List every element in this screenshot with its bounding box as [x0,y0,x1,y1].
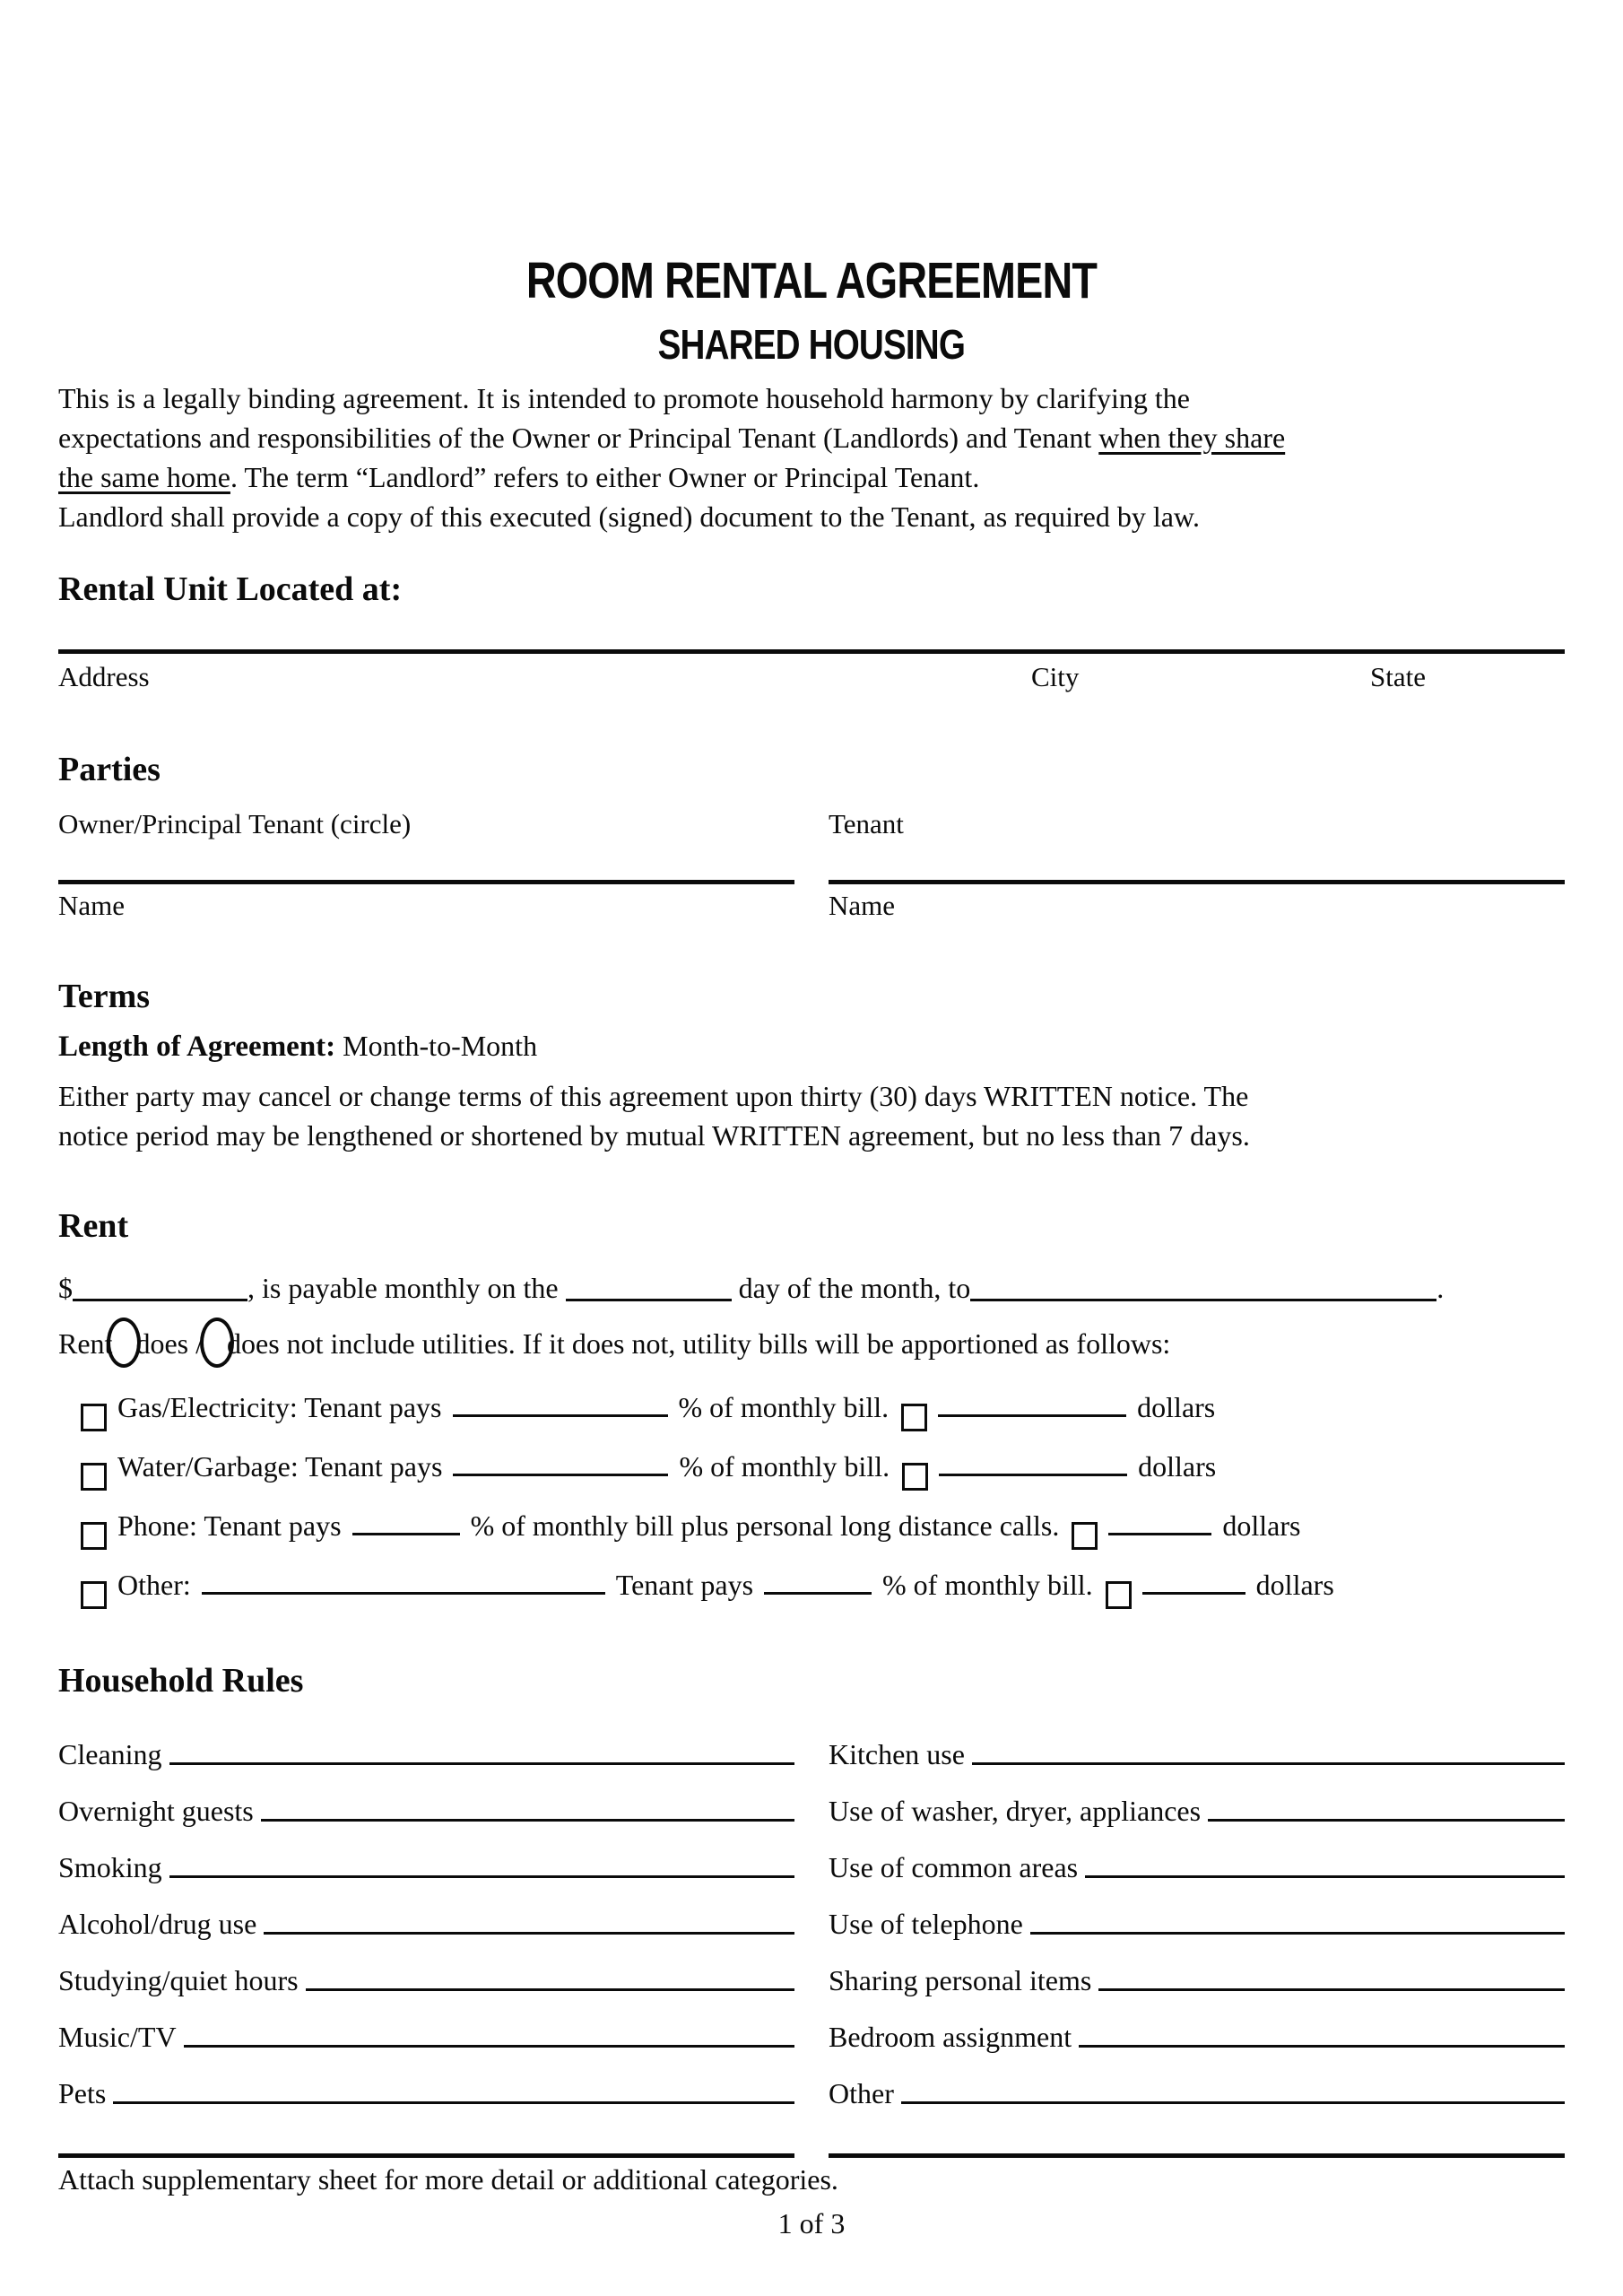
gas-dollars-checkbox[interactable] [901,1404,927,1431]
other-dollars-label: dollars [1255,1569,1334,1601]
owner-name-label: Name [58,890,126,921]
length-of-agreement-line [58,1030,1565,1064]
bedroom-assignment-label: Bedroom assignment [829,2021,1072,2053]
gas-dollars-blank[interactable] [938,1410,1126,1417]
attach-note: Attach supplementary sheet for more detail or additional categories. [58,2163,838,2196]
water-garbage-row [58,1450,1565,1509]
tenant-label: Tenant [829,808,904,839]
household-rules-heading: Household Rules [58,1662,304,1700]
studying-quiet-hours-blank[interactable] [306,1988,794,1991]
rent-payee-blank[interactable] [970,1294,1436,1301]
phone-checkbox[interactable] [81,1522,107,1550]
telephone-use-label: Use of telephone [829,1908,1023,1940]
dollar-sign: $ [58,1272,73,1304]
owner-principal-tenant-label: Owner/Principal Tenant (circle) [58,808,412,839]
household-row [58,1739,1565,1770]
other-tenant-pays-text: Tenant pays [615,1569,754,1601]
rent-amount-blank[interactable] [73,1294,247,1301]
other-percent-blank[interactable] [764,1587,872,1595]
rent-payable-text: , is payable monthly on the [247,1272,559,1304]
gas-dollars-label: dollars [1137,1391,1216,1423]
terms-body [58,1076,1565,1155]
cleaning-label: Cleaning [58,1738,162,1770]
water-dollars-blank[interactable] [939,1469,1127,1476]
rent-day-text: day of the month, to [738,1272,971,1304]
household-row [58,1852,1565,1883]
water-dollars-checkbox[interactable] [902,1463,928,1491]
smoking-label: Smoking [58,1851,162,1883]
city-label: City [1031,661,1080,692]
extra-category-left-blank[interactable] [58,2153,794,2158]
page-number: 1 of 3 [777,2207,846,2239]
other-utility-checkbox[interactable] [81,1581,107,1609]
pets-blank[interactable] [113,2101,794,2104]
intro-underlined-phrase-start: when they share [1098,422,1286,454]
other-dollars-blank[interactable] [1142,1587,1245,1595]
address-label: Address [58,661,150,692]
phone-label: Phone: Tenant pays [117,1509,342,1542]
length-of-agreement-value: Month-to-Month [343,1030,538,1062]
doc-title: ROOM RENTAL AGREEMENT [525,252,1098,309]
owner-name-fill-line[interactable] [58,880,794,884]
water-percent-blank[interactable] [453,1469,668,1476]
bedroom-assignment-blank[interactable] [1079,2045,1565,2048]
option-slash: / [195,1327,204,1360]
water-after-text: % of monthly bill. [679,1450,890,1483]
cleaning-blank[interactable] [169,1762,794,1765]
sharing-personal-items-label: Sharing personal items [829,1964,1092,1996]
terms-heading: Terms [58,978,151,1015]
does-not-option-label: does not [226,1327,324,1360]
music-tv-blank[interactable] [184,2045,794,2048]
terms-body-line1: Either party may cancel or change terms of this agreement upon thirty (30) days WRITTEN notice. The [58,1080,1249,1112]
phone-row [58,1509,1565,1569]
overnight-guests-label: Overnight guests [58,1795,254,1827]
intro-line2: expectations and responsibilities of the Owner or Principal Tenant (Landlords) and Tenant [58,422,1099,454]
overnight-guests-blank[interactable] [261,1819,794,1822]
other-after-text: % of monthly bill. [882,1569,1093,1601]
telephone-use-blank[interactable] [1030,1932,1565,1935]
kitchen-use-blank[interactable] [972,1762,1565,1765]
other-utility-row [58,1569,1565,1628]
other-dollars-checkbox[interactable] [1106,1581,1132,1609]
terms-body-line2: notice period may be lengthened or shortened by mutual WRITTEN agreement, but no less than 7 days. [58,1119,1250,1152]
rent-line-period: . [1436,1272,1445,1304]
studying-quiet-hours-label: Studying/quiet hours [58,1964,299,1996]
household-row [58,2022,1565,2052]
rental-unit-heading: Rental Unit Located at: [58,570,403,608]
other-utility-label: Other: [117,1569,191,1601]
rent-heading: Rent [58,1207,129,1245]
utility-rows [58,1391,1565,1628]
rent-prefix: Rent [58,1327,113,1360]
household-row [58,1796,1565,1826]
parties-name-lines [58,880,1565,922]
doc-subtitle: SHARED HOUSING [657,321,966,368]
does-option-label: does [135,1327,189,1360]
tenant-name-label: Name [829,890,896,921]
intro-paragraph [58,378,1565,536]
gas-percent-blank[interactable] [453,1410,668,1417]
rent-amount-line [58,1272,1565,1305]
length-of-agreement-label: Length of Agreement: [58,1031,336,1063]
household-row [58,1965,1565,1996]
utilities-apportioned-text: include utilities. If it does not, utility bills will be apportioned as follows: [330,1327,1171,1360]
gas-after-text: % of monthly bill. [678,1391,890,1423]
intro-line4: Landlord shall provide a copy of this executed (signed) document to the Tenant, as required by law. [58,500,1200,533]
household-row [58,1909,1565,1939]
pets-label: Pets [58,2077,107,2109]
rent-utilities-line [58,1318,1565,1368]
intro-underlined-phrase-end: the same home [58,461,230,493]
washer-dryer-label: Use of washer, dryer, appliances [829,1795,1202,1827]
music-tv-label: Music/TV [58,2021,177,2053]
water-dollars-label: dollars [1138,1450,1217,1483]
other-utility-name-blank[interactable] [202,1587,605,1595]
other-rule-blank[interactable] [901,2101,1565,2104]
parties-heading: Parties [58,751,161,788]
water-garbage-checkbox[interactable] [81,1463,107,1491]
phone-dollars-checkbox[interactable] [1072,1522,1098,1550]
common-areas-label: Use of common areas [829,1851,1079,1883]
address-labels-row [58,661,1565,697]
parties-labels-row [58,808,1565,840]
phone-percent-blank[interactable] [352,1528,460,1535]
state-label: State [1370,661,1426,692]
water-garbage-label: Water/Garbage: Tenant pays [117,1450,443,1483]
gas-electricity-label: Gas/Electricity: Tenant pays [117,1391,442,1423]
kitchen-use-label: Kitchen use [829,1738,965,1770]
phone-dollars-label: dollars [1222,1509,1301,1542]
sharing-personal-items-blank[interactable] [1098,1988,1565,1991]
gas-electricity-checkbox[interactable] [81,1404,107,1431]
intro-line3: . The term “Landlord” refers to either Owner or Principal Tenant. [230,461,980,493]
phone-dollars-blank[interactable] [1108,1528,1211,1535]
gas-electricity-row [58,1391,1565,1450]
address-fill-line[interactable] [58,649,1565,654]
tenant-name-fill-line[interactable] [829,880,1565,884]
rent-day-blank[interactable] [566,1294,732,1301]
intro-line1: This is a legally binding agreement. It is intended to promote household harmony by clarifying the [58,382,1190,414]
smoking-blank[interactable] [169,1875,794,1878]
household-row [58,2078,1565,2109]
household-rules-rows [58,1739,1565,2109]
washer-dryer-blank[interactable] [1208,1819,1565,1822]
phone-after-text: % of monthly bill plus personal long distance calls. [470,1509,1060,1542]
common-areas-blank[interactable] [1085,1875,1565,1878]
other-rule-label: Other [829,2077,894,2109]
alcohol-drug-use-label: Alcohol/drug use [58,1908,257,1940]
extra-category-lines [58,2153,1565,2158]
alcohol-drug-use-blank[interactable] [264,1932,794,1935]
extra-category-right-blank[interactable] [829,2153,1565,2158]
